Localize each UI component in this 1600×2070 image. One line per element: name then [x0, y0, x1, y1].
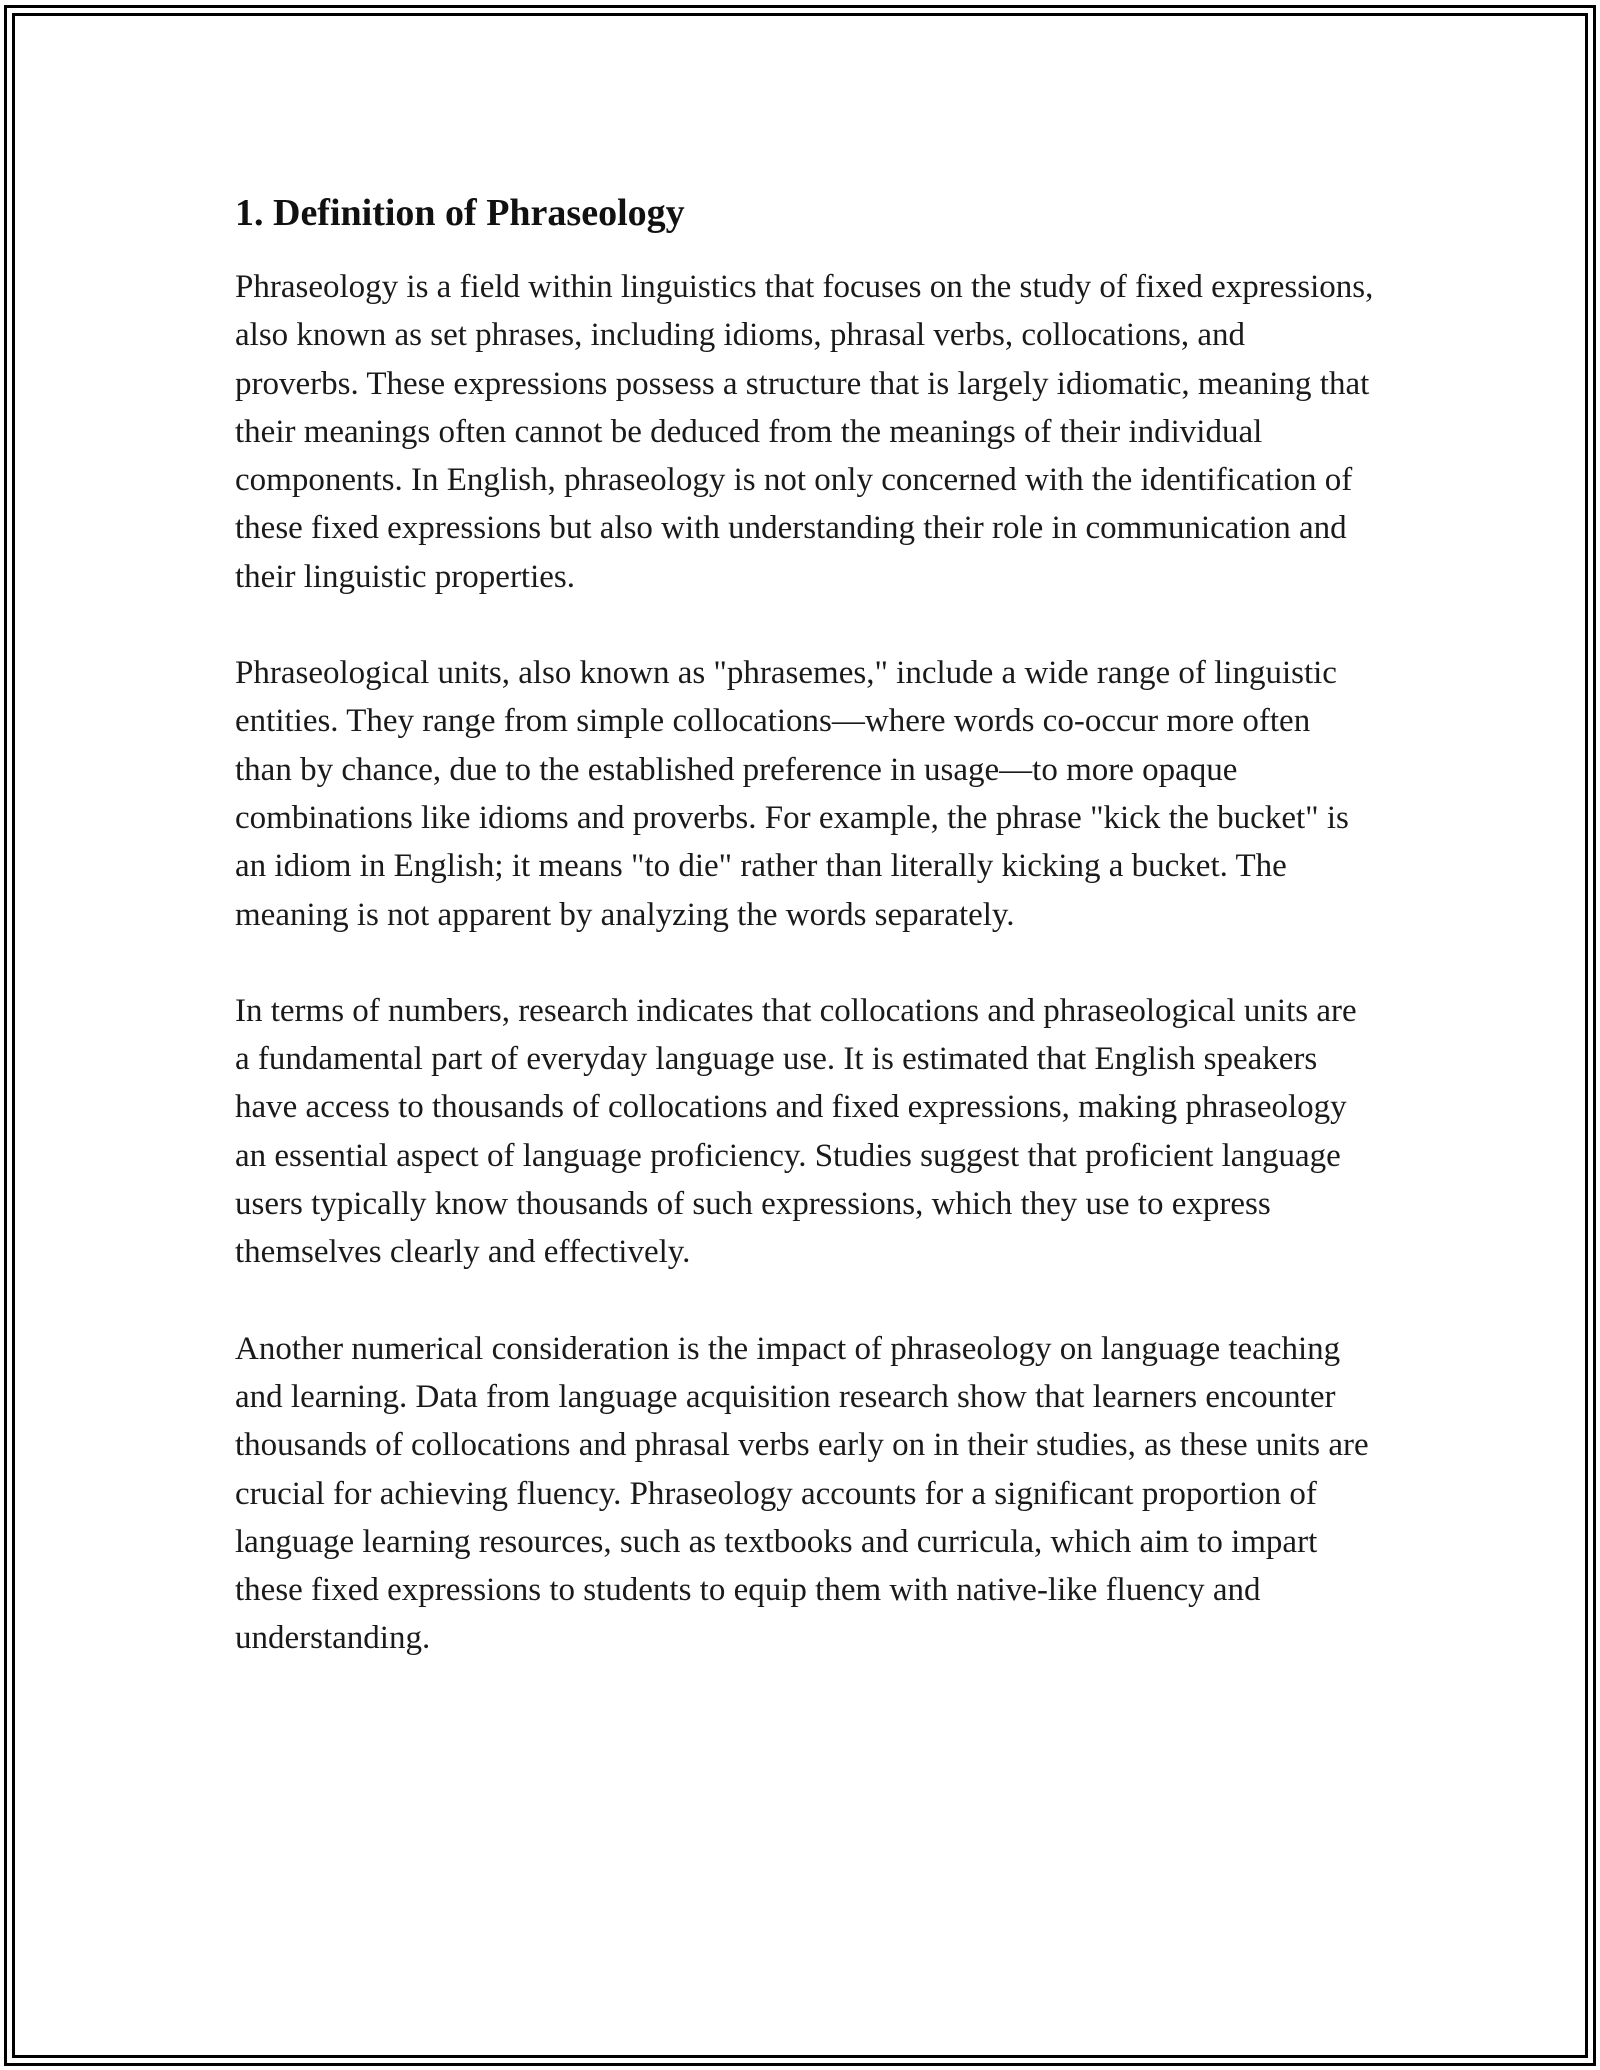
paragraph-3: In terms of numbers, research indicates that collocations and phraseological units are a fundamental part of everyday language use. It is estimated that English speakers have access to thousands of collocations and fixed expressions, making phraseology an essential aspect of language proficiency. Studies suggest that proficient language users typically know thousands of such expressions, which they use to express themselves clearly and effectively.: [235, 992, 1357, 1271]
document-body: [235, 185, 1375, 1711]
paragraph-2: Phraseological units, also known as "phrasemes," include a wide range of linguistic entities. They range from simple collocations—where words co-occur more often than by chance, due to the established preference in usage—to more opaque combinations like idioms and proverbs. For example, the phrase "kick the bucket" is an idiom in English; it means "to die" rather than literally kicking a bucket. The meaning is not apparent by analyzing the words separately.: [235, 655, 1349, 933]
section-title: 1. Definition of Phraseology: [235, 192, 685, 234]
paragraph-4: Another numerical consideration is the impact of phraseology on language teaching and learning. Data from language acquisition research show that learners encounter thousands of collocations and phrasal verbs early on in their studies, as these units are crucial for achieving fluency. Phraseology accounts for a significant proportion of language learning resources, such as textbooks and curricula, which aim to impart these fixed expressions to students to equip them with native-like fluency and understanding.: [235, 1330, 1369, 1657]
paragraph-1: Phraseology is a field within linguistics that focuses on the study of fixed expressions, also known as set phrases, including idioms, phrasal verbs, collocations, and proverbs. These expressions possess a structure that is largely idiomatic, meaning that their meanings often cannot be deduced from the meanings of their individual components. In English, phraseology is not only concerned with the identification of these fixed expressions but also with understanding their role in communication and their linguistic properties.: [235, 269, 1374, 595]
